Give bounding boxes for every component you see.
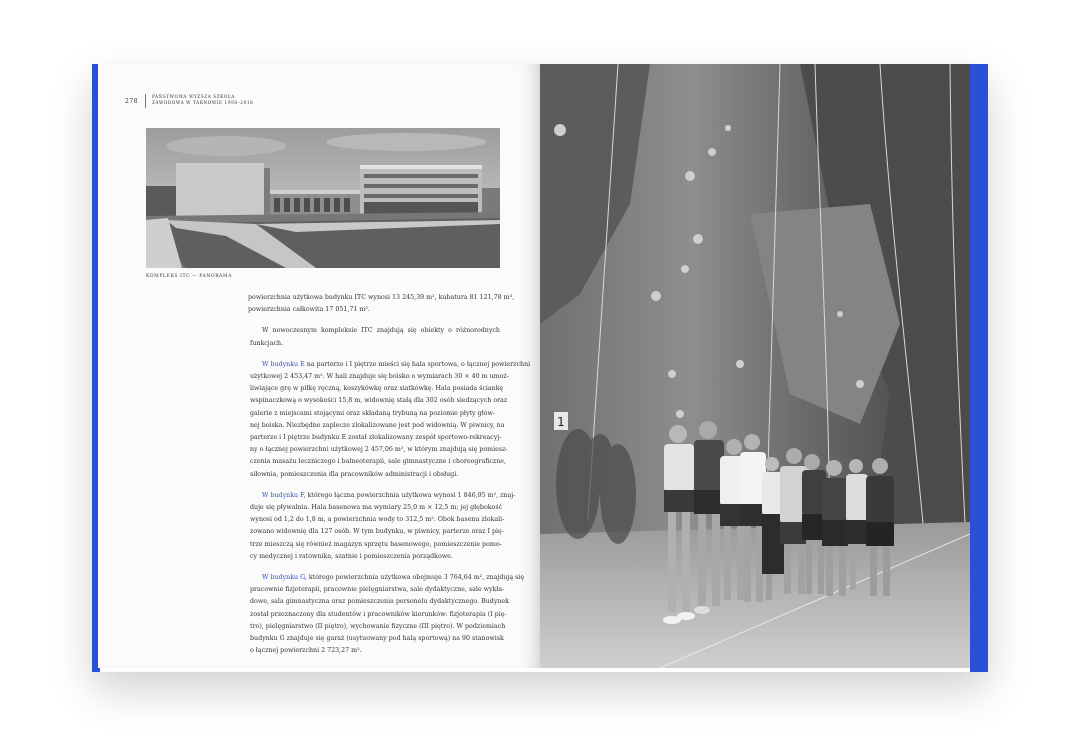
text-line: wspinaczkową o wysokości 15,8 m, widownię stałą dla 302 osób siedzących oraz bbox=[250, 397, 508, 405]
building-g-highlight: W budynku G bbox=[262, 574, 305, 582]
text-line: powierzchnia użytkowa budynku ITC wynosi 13 245,39 m², kubatura 81 121,78 m³, bbox=[248, 294, 515, 301]
climbing-wall-photo bbox=[540, 64, 970, 668]
text-line: cy medycznej i ratownika, szatnie i pomieszczenia porządkowe. bbox=[250, 552, 453, 560]
page-number: 278 bbox=[125, 98, 138, 105]
photo-caption: KOMPLEKS ITC — PANORAMA bbox=[146, 274, 233, 279]
text-line: W budynku G, którego powierzchnia użytkowa obejmuje 3 764,64 m², znajdują się bbox=[262, 574, 525, 582]
text-line: budynku G znajduje się garaż (usytuowany pod halą sportową) na 90 stanowisk bbox=[250, 635, 504, 643]
text-line: liwiające grę w piłkę ręczną, koszykówkę oraz siatkówkę. Hala posiada ściankę bbox=[250, 385, 504, 393]
paragraph-area bbox=[248, 292, 515, 316]
text-line: trze mieszczą się również magazyn sprzętu basenowego, pomieszczenie pomo- bbox=[250, 540, 502, 548]
paragraph-building-g bbox=[250, 572, 525, 657]
book-cover-right bbox=[970, 64, 988, 672]
building-e-highlight: W budynku E bbox=[262, 360, 305, 368]
body-text bbox=[248, 292, 531, 666]
text-line: duje się pływalnia. Hala basenowa ma wymiary 25,0 m × 12,5 m; jej głębokość bbox=[250, 504, 503, 512]
running-title bbox=[152, 94, 253, 106]
text-line: W budynku E na parterze i I piętrze mieści się hala sportowa, o łącznej powierzchni bbox=[262, 360, 531, 368]
text-line: nej boiska. Niezbędne zaplecze zlokalizowane jest pod widownią. W piwnicy, na bbox=[250, 421, 505, 429]
paragraph-building-e bbox=[250, 359, 531, 481]
text-line: zowano widownię dla 127 osób. W tym budynku, w piwnicy, parterze oraz I pię- bbox=[250, 528, 504, 536]
text-line: W budynku F, którego łączna powierzchnia użytkowa wynosi 1 846,95 m², znaj- bbox=[262, 491, 516, 499]
text-line: o łącznej powierzchni 2 723,27 m². bbox=[250, 647, 362, 655]
running-title-line: PAŃSTWOWA WYŻSZA SZKOŁA bbox=[152, 94, 235, 99]
paragraph-building-f bbox=[250, 490, 516, 563]
text-line: pracownie fizjoterapii, pracownie pielęgniarstwa, sale dydaktyczne, sale wykła- bbox=[250, 586, 505, 594]
running-title-line: ZAWODOWA W TARNOWIE 1998–2018 bbox=[152, 100, 254, 105]
running-head-rule bbox=[145, 94, 146, 108]
text-line: galerie z miejscami stojącymi oraz składaną trybuną na poziomie płyty głów- bbox=[250, 409, 495, 417]
text-line: W nowoczesnym kompleksie ITC znajdują się obiekty o różnorodnych funkcjach. bbox=[250, 327, 500, 347]
text-line: siłownia, pomieszczenia dla pracowników administracji i obsługi. bbox=[250, 470, 459, 478]
wall-number: 1 bbox=[557, 415, 565, 429]
paragraph-intro bbox=[250, 325, 500, 349]
text-line: powierzchnia całkowita 17 051,71 m². bbox=[248, 306, 370, 314]
building-f-highlight: W budynku F bbox=[262, 491, 304, 499]
text-line: wynosi od 1,2 do 1,8 m, a powierzchnia wody to 312,5 m². Obok basenu zlokali- bbox=[250, 516, 505, 524]
text-line: ny o łącznej powierzchni użytkowej 2 457,06 m², w którym znajdują się pomiesz- bbox=[250, 446, 508, 454]
building-panorama-photo bbox=[146, 128, 500, 268]
text-line: tro), pielęgniarstwo (II piętro), wychowanie fizyczne (III piętro). W podziemiach bbox=[250, 622, 506, 630]
left-page bbox=[98, 64, 540, 668]
text-line: dowe, sala gimnastyczna oraz pomieszczenia personelu dydaktycznego. Budynek bbox=[250, 598, 509, 606]
text-line: parterze i I piętrze budynku E został zlokalizowany zespół sportowo-rekreacyj- bbox=[250, 434, 502, 442]
text-line: czenia masażu leczniczego i balneoterapii, sale gimnastyczne i choreograficzne, bbox=[250, 458, 507, 466]
text-line: został przeznaczony dla studentów i pracowników kierunków: fizjoterapia (I pię- bbox=[250, 610, 507, 618]
text-line: użytkowej 2 453,47 m². W hali znajduje się boisko o wymiarach 30 × 40 m umoż- bbox=[250, 373, 509, 381]
